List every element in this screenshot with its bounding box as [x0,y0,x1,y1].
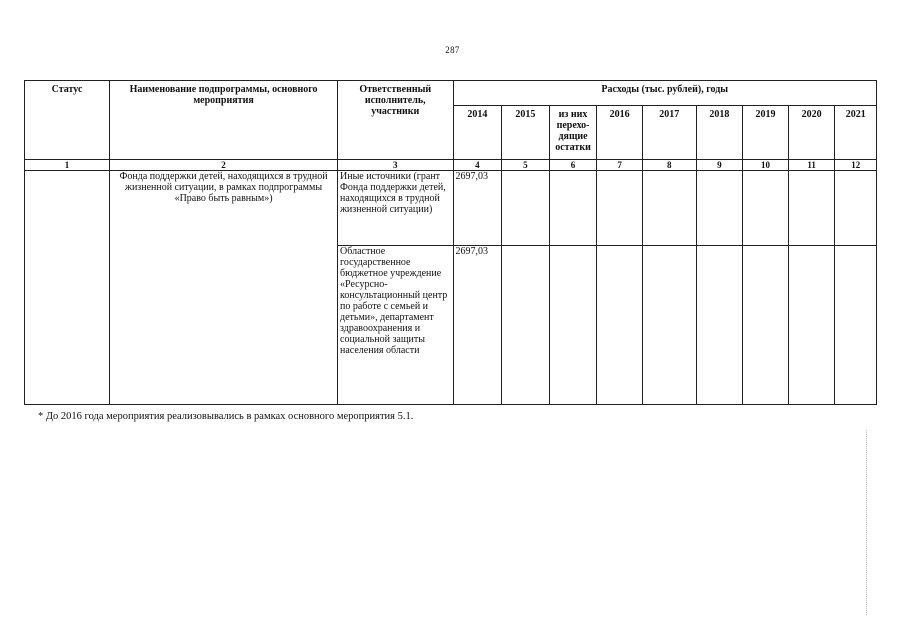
column-number: 4 [453,160,502,171]
column-number: 10 [743,160,789,171]
empty-cell [597,246,643,405]
header-name: Наименование подпрограммы, основного мероприятия [110,81,338,160]
executor-cell: Областное государственное бюджетное учреждение «Ресурсно-консультационный центр по работе с семьей и детьми», департамент здравоохранения и социальной защиты населения области [338,246,453,405]
column-number: 7 [597,160,643,171]
executor-cell: Иные источники (грант Фонда поддержки детей, находящихся в трудной жизненной ситуации) [338,171,453,246]
empty-cell [696,171,743,246]
scan-artifact [866,430,869,615]
empty-cell [502,171,550,246]
column-number: 1 [25,160,110,171]
header-year: 2019 [743,106,789,160]
empty-cell [502,246,550,405]
header-expenses: Расходы (тыс. рублей), годы [453,81,877,106]
column-number: 9 [696,160,743,171]
header-carryover: из них перехо-дящие остатки [549,106,597,160]
page-number: 287 [445,45,460,55]
header-year: 2016 [597,106,643,160]
column-number: 5 [502,160,550,171]
column-number: 8 [642,160,696,171]
empty-cell [696,246,743,405]
header-executor: Ответственный исполнитель, участники [338,81,453,160]
program-name-cell: Фонда поддержки детей, находящихся в трудной жизненной ситуации, в рамках подпрограммы «Право быть равным») [110,171,338,405]
header-year: 2015 [502,106,550,160]
header-year: 2020 [788,106,835,160]
column-number: 3 [338,160,453,171]
table-row [25,171,877,246]
header-year: 2021 [835,106,877,160]
empty-cell [835,171,877,246]
column-number: 6 [549,160,597,171]
header-year: 2014 [453,106,502,160]
value-2014-cell: 2697,03 [453,171,502,246]
column-number: 11 [788,160,835,171]
column-number: 2 [110,160,338,171]
column-number: 12 [835,160,877,171]
empty-cell [597,171,643,246]
empty-cell [549,246,597,405]
empty-cell [835,246,877,405]
budget-table [24,80,877,405]
status-cell [25,171,110,405]
empty-cell [549,171,597,246]
empty-cell [743,171,789,246]
empty-cell [743,246,789,405]
empty-cell [642,246,696,405]
header-year: 2018 [696,106,743,160]
header-year: 2017 [642,106,696,160]
empty-cell [788,171,835,246]
footnote: * До 2016 года мероприятия реализовывались в рамках основного мероприятия 5.1. [38,411,414,422]
empty-cell [788,246,835,405]
empty-cell [642,171,696,246]
header-status: Статус [25,81,110,160]
value-2014-cell: 2697,03 [453,246,502,405]
